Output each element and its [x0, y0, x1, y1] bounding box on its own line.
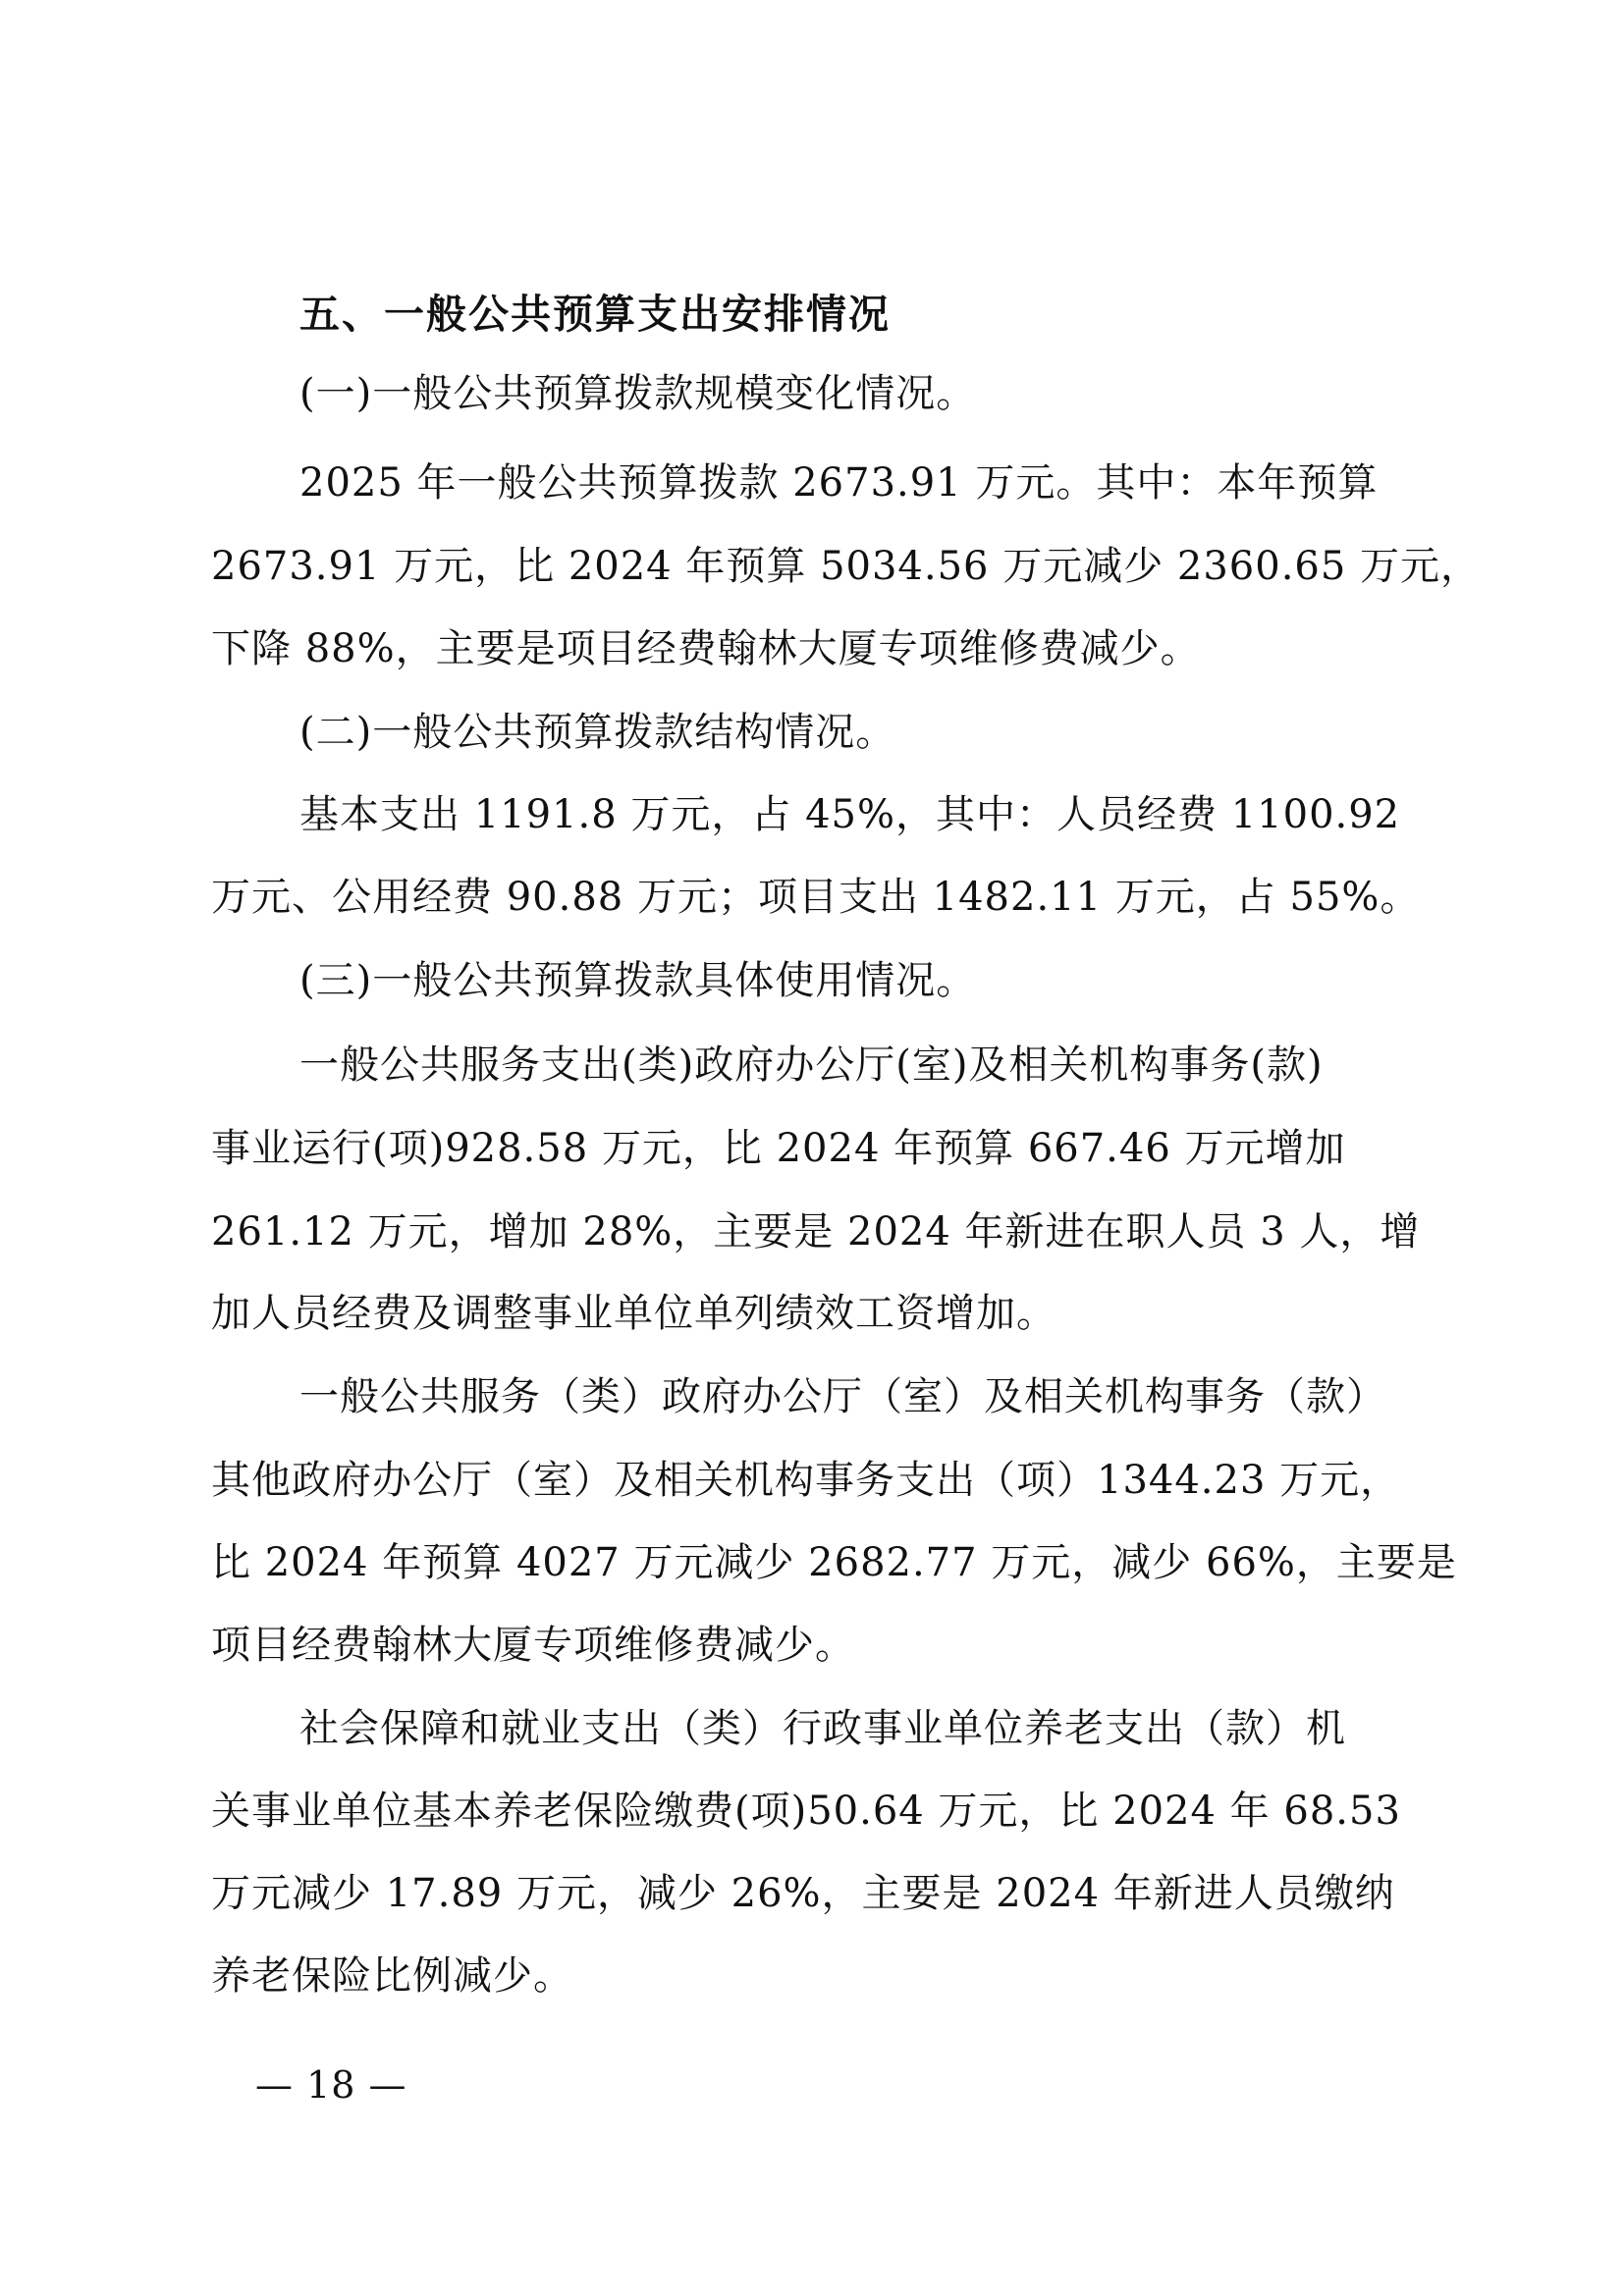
paragraph-line: 261.12 万元，增加 28%，主要是 2024 年新进在职人员 3 人，增: [211, 1209, 1421, 1255]
paragraph-line: 加人员经费及调整事业单位单列绩效工资增加。: [211, 1291, 1056, 1336]
paragraph-line: 养老保险比例减少。: [211, 1953, 573, 1999]
paragraph-line: 比 2024 年预算 4027 万元减少 2682.77 万元，减少 66%，主要是: [211, 1540, 1457, 1585]
paragraph-line: 关事业单位基本养老保险缴费(项)50.64 万元，比 2024 年 68.53: [211, 1789, 1401, 1834]
subsection-title-1: (一)一般公共预算拨款规模变化情况。: [299, 371, 977, 416]
subsection-title-2: (二)一般公共预算拨款结构情况。: [299, 710, 896, 755]
section-heading: 五、一般公共预算支出安排情况: [299, 291, 891, 338]
paragraph-line: 其他政府办公厅（室）及相关机构事务支出（项）1344.23 万元，: [211, 1458, 1401, 1503]
paragraph-line: 一般公共服务（类）政府办公厅（室）及相关机构事务（款）: [299, 1374, 1386, 1419]
paragraph-line: 万元、公用经费 90.88 万元；项目支出 1482.11 万元，占 55%。: [211, 875, 1421, 920]
paragraph-line: 下降 88%，主要是项目经费翰林大厦专项维修费减少。: [211, 626, 1201, 671]
paragraph-line: 2025 年一般公共预算拨款 2673.91 万元。其中：本年预算: [299, 460, 1379, 506]
paragraph-line: 社会保障和就业支出（类）行政事业单位养老支出（款）机: [299, 1706, 1346, 1751]
paragraph-line: 万元减少 17.89 万元，减少 26%，主要是 2024 年新进人员缴纳: [211, 1871, 1395, 1916]
paragraph-line: 一般公共服务支出(类)政府办公厅(室)及相关机构事务(款): [299, 1042, 1324, 1088]
paragraph-line: 2673.91 万元，比 2024 年预算 5034.56 万元减少 2360.65 万元，: [211, 544, 1482, 589]
paragraph-line: 事业运行(项)928.58 万元，比 2024 年预算 667.46 万元增加: [211, 1126, 1346, 1171]
subsection-title-3: (三)一般公共预算拨款具体使用情况。: [299, 958, 977, 1003]
paragraph-line: 项目经费翰林大厦专项维修费减少。: [211, 1623, 855, 1668]
paragraph-line: 基本支出 1191.8 万元，占 45%，其中：人员经费 1100.92: [299, 792, 1401, 837]
page-number: — 18 —: [255, 2063, 407, 2107]
